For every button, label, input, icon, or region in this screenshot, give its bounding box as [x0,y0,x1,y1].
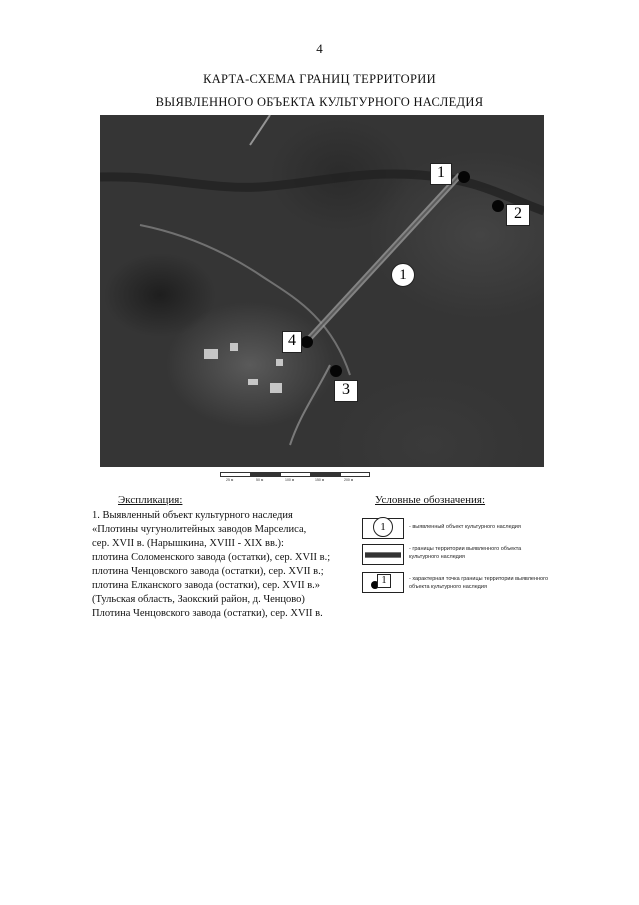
boundary-point-4-marker [301,336,313,348]
explication-line: Плотина Ченцовского завода (остатки), сер. XVII в. [92,608,323,619]
explication-line: 1. Выявленный объект культурного наследия [92,510,293,521]
map-title-line-1: КАРТА-СХЕМА ГРАНИЦ ТЕРРИТОРИИ [203,72,436,86]
legend-object-text: - выявленный объект культурного наследия [409,524,521,530]
legend-object-symbol [362,518,404,539]
map-title-line-2: ВЫЯВЛЕННОГО ОБЪЕКТА КУЛЬТУРНОГО НАСЛЕДИЯ [155,95,484,109]
legend-boundary-symbol [362,544,404,565]
scale-tick: 100 м [285,478,295,482]
page-number: 4 [316,41,323,56]
map-overlay [100,115,544,467]
dirt-road-south [290,365,330,445]
dam-line [307,175,460,341]
explication-line: плотина Елканского завода (остатки), сер. XVII в.» [92,580,321,591]
boundary-point-1-marker [458,171,470,183]
heritage-object-label: 1 [391,263,415,287]
scale-tick: 50 м [256,478,264,482]
boundary-point-1-label: 1 [430,163,452,185]
legend-point-symbol [362,572,404,593]
explication-line: (Тульская область, Заокский район, д. Ченцово) [92,594,305,605]
boundary-point-2-label: 2 [506,204,530,226]
explication-line: сер. XVII в. (Нарышкина, XVIII - XIX вв.): [92,538,284,549]
legend-point-text: - характерная точка границы территории выявленного объекта культурного наследия [409,576,549,590]
scale-tick: 200 м [344,478,354,482]
path-track [250,115,270,145]
boundary-point-4-label: 4 [282,331,302,353]
buildings [204,343,283,393]
scale-bar [220,470,370,484]
explication-line: плотина Соломенского завода (остатки), сер. XVII в.; [92,552,331,563]
dirt-road [140,225,350,375]
river [100,174,544,211]
boundary-point-2-marker [492,200,504,212]
explication-heading: Экспликация: [118,494,183,506]
scale-tick: 25 м [226,478,234,482]
legend-object-circle: 1 [373,517,393,537]
boundary-point-3-label: 3 [334,380,358,402]
legend-heading: Условные обозначения: [375,494,486,506]
boundary-point-3-marker [330,365,342,377]
legend-point-box: 1 [377,574,391,588]
explication-line: «Плотины чугунолитейных заводов Марселиса, [92,524,307,535]
scale-tick: 150 м [315,478,325,482]
satellite-map [100,115,544,467]
legend-boundary-line [365,552,401,558]
explication-line: плотина Ченцовского завода (остатки), сер. XVII в.; [92,566,324,577]
legend-boundary-text: - границы территории выявленного объекта культурного наследия [409,546,522,560]
